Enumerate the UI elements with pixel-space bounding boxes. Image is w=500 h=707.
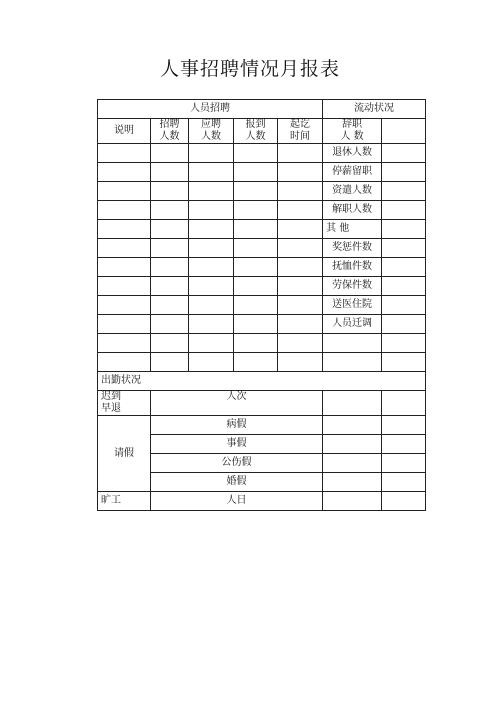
- input-cell[interactable]: [98, 201, 151, 220]
- input-cell[interactable]: [278, 258, 323, 277]
- input-cell[interactable]: [278, 334, 323, 353]
- input-cell[interactable]: [382, 163, 426, 182]
- table-row: [98, 201, 426, 220]
- input-cell[interactable]: [234, 163, 278, 182]
- attendance-header-row: [98, 372, 426, 391]
- input-cell[interactable]: [189, 163, 234, 182]
- table-row: [98, 277, 426, 296]
- input-cell[interactable]: [382, 296, 426, 315]
- table-row: [98, 163, 426, 182]
- input-cell[interactable]: [189, 353, 234, 372]
- input-cell[interactable]: [189, 296, 234, 315]
- col-period: 起讫 时间: [278, 119, 323, 144]
- input-cell[interactable]: [151, 258, 189, 277]
- mobility-item: 解职人数: [323, 201, 382, 220]
- late-early-unit: 人次: [151, 391, 323, 416]
- table-row: [98, 239, 426, 258]
- input-cell[interactable]: [189, 334, 234, 353]
- leave-type: 事假: [151, 435, 323, 454]
- input-cell[interactable]: [98, 163, 151, 182]
- input-cell[interactable]: [323, 353, 382, 372]
- col-description: 说明: [98, 119, 151, 144]
- input-cell[interactable]: [382, 201, 426, 220]
- input-cell[interactable]: [234, 220, 278, 239]
- input-cell[interactable]: [323, 473, 382, 492]
- input-cell[interactable]: [382, 144, 426, 163]
- input-cell[interactable]: [98, 277, 151, 296]
- input-cell[interactable]: [278, 144, 323, 163]
- table-row: [98, 315, 426, 334]
- mobility-item: 送医住院: [323, 296, 382, 315]
- input-cell[interactable]: [323, 334, 382, 353]
- input-cell[interactable]: [98, 315, 151, 334]
- input-cell[interactable]: [234, 239, 278, 258]
- input-cell[interactable]: [151, 182, 189, 201]
- input-cell[interactable]: [98, 144, 151, 163]
- table-row: [98, 353, 426, 372]
- leave-type: 婚假: [151, 473, 323, 492]
- input-cell[interactable]: [323, 454, 382, 473]
- input-cell[interactable]: [189, 144, 234, 163]
- input-cell[interactable]: [151, 220, 189, 239]
- input-cell[interactable]: [234, 315, 278, 334]
- leave-type: 公伤假: [151, 454, 323, 473]
- col-applicant-count: 应聘 人数: [189, 119, 234, 144]
- input-cell[interactable]: [278, 353, 323, 372]
- input-cell[interactable]: [234, 201, 278, 220]
- leave-label: 请假: [98, 416, 151, 492]
- input-cell[interactable]: [234, 258, 278, 277]
- input-cell[interactable]: [278, 163, 323, 182]
- section-recruitment: 人员招聘: [98, 100, 323, 119]
- input-cell[interactable]: [189, 277, 234, 296]
- mobility-item: 抚恤件数: [323, 258, 382, 277]
- input-cell[interactable]: [151, 315, 189, 334]
- input-cell[interactable]: [382, 353, 426, 372]
- col-hired-count: 招聘 人数: [151, 119, 189, 144]
- input-cell[interactable]: [382, 334, 426, 353]
- mobility-item: 退休人数: [323, 144, 382, 163]
- input-cell[interactable]: [278, 201, 323, 220]
- input-cell[interactable]: [382, 473, 426, 492]
- input-cell[interactable]: [382, 220, 426, 239]
- table-row: [98, 258, 426, 277]
- section-mobility: 流动状况: [323, 100, 426, 119]
- mobility-item: 停薪留职: [323, 163, 382, 182]
- input-cell[interactable]: [278, 315, 323, 334]
- input-cell[interactable]: [382, 391, 426, 416]
- input-cell[interactable]: [151, 296, 189, 315]
- table-row: [98, 334, 426, 353]
- col-reported-count: 报到 人数: [234, 119, 278, 144]
- input-cell[interactable]: [189, 315, 234, 334]
- input-cell[interactable]: [151, 144, 189, 163]
- input-cell[interactable]: [98, 334, 151, 353]
- recruitment-report-table: [97, 99, 426, 511]
- input-cell[interactable]: [151, 201, 189, 220]
- input-cell[interactable]: [98, 353, 151, 372]
- input-cell[interactable]: [382, 277, 426, 296]
- input-cell[interactable]: [151, 334, 189, 353]
- input-cell[interactable]: [278, 277, 323, 296]
- input-cell[interactable]: [382, 454, 426, 473]
- input-cell[interactable]: [234, 334, 278, 353]
- input-cell[interactable]: [323, 435, 382, 454]
- input-cell[interactable]: [234, 182, 278, 201]
- input-cell[interactable]: [98, 258, 151, 277]
- input-cell[interactable]: [98, 296, 151, 315]
- mobility-item: 劳保件数: [323, 277, 382, 296]
- input-cell[interactable]: [382, 315, 426, 334]
- input-cell[interactable]: [382, 182, 426, 201]
- input-cell[interactable]: [189, 220, 234, 239]
- absent-row: [98, 492, 426, 511]
- mobility-item: 人员迁调: [323, 315, 382, 334]
- input-cell[interactable]: [189, 258, 234, 277]
- late-early-row: [98, 391, 426, 416]
- leave-type: 病假: [151, 416, 323, 435]
- input-cell[interactable]: [151, 163, 189, 182]
- input-cell[interactable]: [382, 435, 426, 454]
- mobility-item: 资遣人数: [323, 182, 382, 201]
- absent-label: 旷工: [98, 492, 151, 511]
- input-cell[interactable]: [323, 391, 382, 416]
- input-cell[interactable]: [382, 239, 426, 258]
- input-cell[interactable]: [234, 277, 278, 296]
- input-cell[interactable]: [278, 182, 323, 201]
- table-row: [98, 296, 426, 315]
- leave-row: [98, 416, 426, 435]
- form-title: 人事招聘情况月报表: [159, 58, 340, 80]
- absent-unit: 人日: [151, 492, 323, 511]
- input-cell[interactable]: [234, 296, 278, 315]
- input-cell[interactable]: [189, 239, 234, 258]
- input-cell[interactable]: [278, 296, 323, 315]
- input-cell[interactable]: [323, 416, 382, 435]
- mobility-item: 其 他: [323, 220, 382, 239]
- section-attendance: 出勤状况: [98, 372, 426, 391]
- input-cell[interactable]: [382, 258, 426, 277]
- input-cell[interactable]: [98, 220, 151, 239]
- mobility-item: 奖惩件数: [323, 239, 382, 258]
- table-row: [98, 144, 426, 163]
- input-cell[interactable]: [151, 239, 189, 258]
- input-cell[interactable]: [323, 492, 382, 511]
- input-cell[interactable]: [278, 220, 323, 239]
- input-cell[interactable]: [189, 182, 234, 201]
- table-row: [98, 182, 426, 201]
- input-cell[interactable]: [98, 182, 151, 201]
- input-cell[interactable]: [151, 353, 189, 372]
- input-cell[interactable]: [382, 492, 426, 511]
- input-cell[interactable]: [382, 119, 426, 144]
- late-early-label: 迟到 早退: [98, 391, 151, 416]
- input-cell[interactable]: [98, 239, 151, 258]
- input-cell[interactable]: [278, 239, 323, 258]
- mobility-header-resignations: 辞职 人 数: [323, 119, 382, 144]
- input-cell[interactable]: [234, 144, 278, 163]
- input-cell[interactable]: [382, 416, 426, 435]
- input-cell[interactable]: [189, 201, 234, 220]
- input-cell[interactable]: [151, 277, 189, 296]
- table-row: [98, 220, 426, 239]
- input-cell[interactable]: [234, 353, 278, 372]
